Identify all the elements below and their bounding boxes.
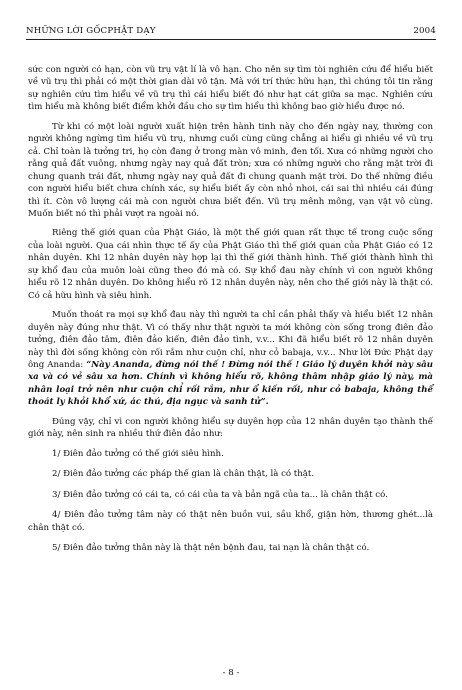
- paragraph-3: Riêng thế giới quan của Phật Giáo, là một thế giới quan rất thực tế trong cuộc sống của loài người. Qua cái nhìn thực tế ấy của Phật Giáo thì thế giới quan của Phật Giáo có 12 nhân duyên. Khi 12 nhân duyên này hợp lại thì thế giới thành hình. Thế giới thành hình thì sự khổ đau của muôn loài cũng theo đó mà có. Sự khổ đau này chính vì con người không hiểu rõ 12 nhân duyên. Do không hiểu rõ 12 nhân duyên này, nên cho thế giới này là thật có. Có cả hữu hình và siêu hình.: [28, 228, 433, 301]
- list-item-4: 4/ Điên đảo tưởng tâm này có thật nên buồn vui, sầu khổ, giận hờn, thương ghét...là chân thật có.: [28, 510, 433, 533]
- book-title: NHỮNG LỜI GỐCPHẬT DẠY: [26, 26, 156, 36]
- page-number: - 8 -: [222, 668, 240, 678]
- paragraph-4: [28, 309, 433, 409]
- list-item-3: 3/ Điên đảo tưởng có cái ta, có cái của ta và bản ngã của ta... là chân thật có.: [52, 489, 388, 500]
- header-year: 2004: [413, 26, 436, 36]
- list-item-5: 5/ Điên đảo tưởng thân này là thật nên bệnh đau, tai nạn là chân thật có.: [52, 542, 370, 553]
- list-item-2: 2/ Điên đảo tưởng các pháp thế gian là chân thật, là có thật.: [52, 469, 315, 480]
- running-header: [26, 26, 436, 36]
- header-divider: [26, 39, 436, 40]
- paragraph-5: Đúng vậy, chỉ vì con người không hiểu sự duyên hợp của 12 nhân duyên tạo thành thế giới này, nên sinh ra nhiều thứ điên đảo như:: [28, 416, 433, 440]
- list-item-1: 1/ Điên đảo tưởng có thế giới siêu hình.: [52, 448, 224, 459]
- buddha-quote: “Này Ananda, đừng nói thế ! Đừng nói thế ! Giáo lý duyên khởi này sâu xa và có vẻ sâu xa hơn. Chính vì không hiểu rõ, không thâm nhập giáo lý này, mà nhân loại trở nên như cuộn chỉ rối rắm, như ổ kiến rối, như cỏ babaja, không thể thoát ly khỏi khổ xứ, ác thú, địa ngục và sanh tử”.: [28, 359, 433, 408]
- body-text: [28, 64, 433, 562]
- paragraph-1: sức con người có hạn, còn vũ trụ vật lí là vô hạn. Cho nên sự tìm tòi nghiên cứu để hiểu biết về vũ trụ thì phải có một thời gian dài vô tận. Mà với trí thức hữu hạn, thì chúng tôi tin rằng sự nghiên cứu tìm hiểu về vũ trụ thì cái hiểu biết đó như hạt cát giữa sa mạc. Nghiên cứu tìm hiểu mà không biết điểm khởi đầu cho sự tìm hiểu thì không bao giờ hiểu được nó.: [28, 65, 433, 113]
- paragraph-4-text: Muốn thoát ra mọi sự khổ đau này thì người ta chỉ cần phải thấy và hiểu biết 12 nhân duyên này đúng như thật. Vì có thấy như thật người ta mới không còn sống trong điên đảo tưởng, điên đảo tâm, điên đảo kiến, điên đảo tình, v.v... Khi đã hiểu biết rõ 12 nhân duyên này thì đời sống không còn rối rắm như cuộn chỉ, như cỏ babaja, v.v... Như lời Đức Phật dạy ông Ananda:: [28, 310, 433, 370]
- paragraph-2: Từ khi có một loài người xuất hiện trên hành tinh này cho đến ngày nay, thường con người không ngừng tìm hiểu vũ trụ, nhưng cuối cùng cũng chẳng ai hiểu gì nhiều về vũ trụ cả. Chỉ toàn là tưởng tri, họ còn đang ở trong màn vô minh, đen tối. Xưa có những người cho rằng quả đất vuông, nhưng ngày nay quả đất tròn; xưa có những người cho rằng mặt trời đi chung quanh trái đất, nhưng ngày nay quả đất đi chung quanh mặt trời. Do thế những điều con người hiểu biết chưa chính xác, sự hiểu biết ấy còn nhỏ nhoi, cái sai thì nhiều cái đúng thì ít. Còn vô lượng cái mà con người chưa biết đến. Vũ trụ mênh mông, vạn vật vô cùng. Muốn biết nó thì phải vượt ra ngoài nó.: [28, 121, 433, 219]
